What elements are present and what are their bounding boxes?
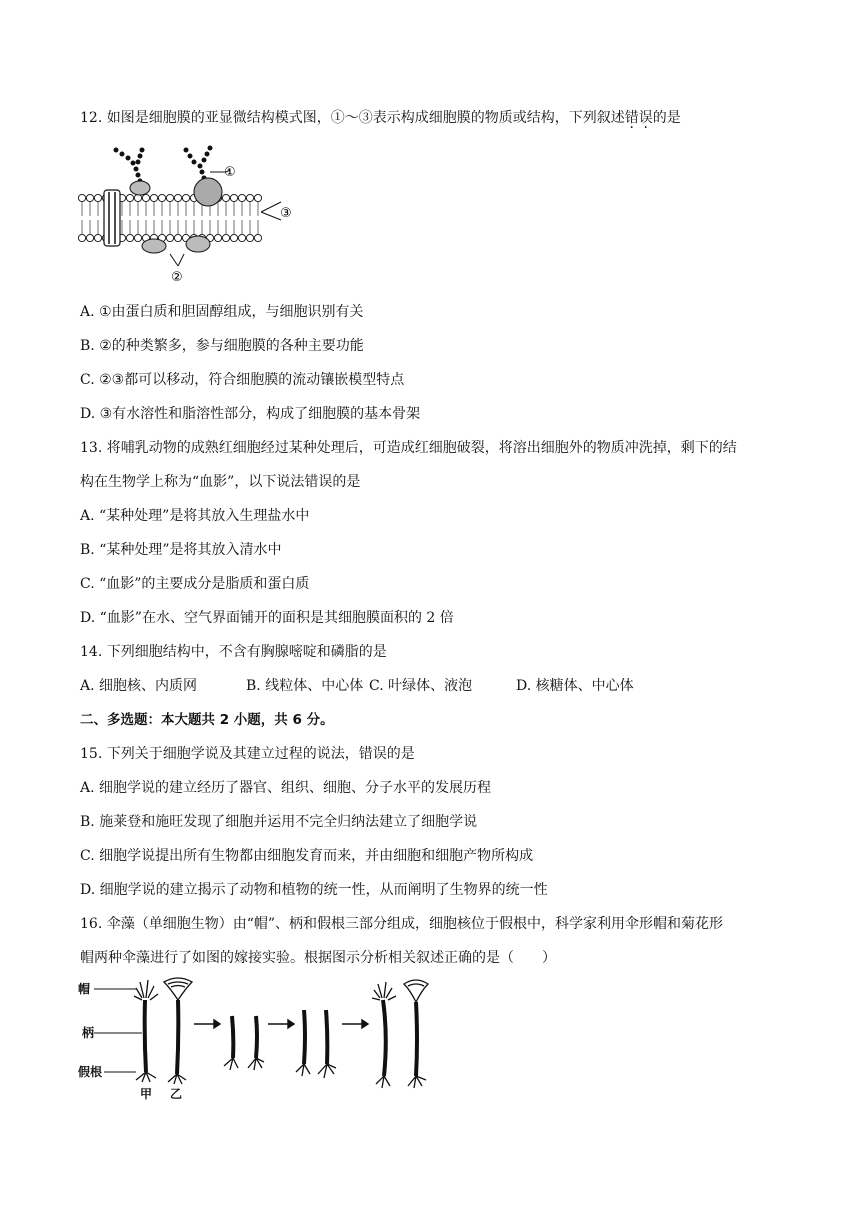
q15-option-b: B. 施莱登和施旺发现了细胞并运用不完全归纳法建立了细胞学说 [80, 814, 478, 830]
q14-options-row [80, 676, 634, 696]
label-jia: 甲 [140, 1087, 153, 1101]
q15-option-a: A. 细胞学说的建立经历了器官、组织、细胞、分子水平的发展历程 [80, 780, 492, 796]
q12-option-b: B. ②的种类繁多，参与细胞膜的各种主要功能 [80, 338, 364, 354]
q12-option-a: A. ①由蛋白质和胆固醇组成，与细胞识别有关 [80, 304, 364, 320]
q14-option-d: D. 核糖体、中心体 [516, 678, 634, 694]
cell-membrane-figure [76, 142, 298, 288]
label-3: ③ [280, 206, 292, 221]
q13-option-b: B. “某种处理”是将其放入清水中 [80, 542, 282, 558]
label-stalk: 柄 [82, 1026, 95, 1040]
label-rhizoid: 假根 [78, 1065, 103, 1079]
q15-option-c: C. 细胞学说提出所有生物都由细胞发育而来，并由细胞和细胞产物所构成 [80, 848, 534, 864]
q12-stem: 12. 如图是细胞膜的亚显微结构模式图，①～③表示构成细胞膜的物质或结构，下列叙述错误的是 [80, 110, 681, 126]
acetabularia-grafting-figure [78, 976, 438, 1104]
q13-option-c: C. “血影”的主要成分是脂质和蛋白质 [80, 576, 310, 592]
q13-option-a: A. “某种处理”是将其放入生理盐水中 [80, 508, 310, 524]
q14-option-a: A. 细胞核、内质网 [80, 678, 198, 694]
q16-stem-line1: 16. 伞藻（单细胞生物）由“帽”、柄和假根三部分组成，细胞核位于假根中，科学家利用伞形帽和菊花形 [80, 916, 724, 932]
label-cap: 帽 [78, 982, 91, 996]
q13-option-d: D. “血影”在水、空气界面铺开的面积是其细胞膜面积的 2 倍 [80, 610, 454, 626]
q12-option-c: C. ②③都可以移动，符合细胞膜的流动镶嵌模型特点 [80, 372, 405, 388]
section-title: 二、多选题：本大题共 2 小题，共 6 分。 [80, 712, 334, 728]
emphasis-char-1: 错 [624, 110, 639, 126]
label-2: ② [171, 270, 183, 285]
q15-option-d: D. 细胞学说的建立揭示了动物和植物的统一性，从而阐明了生物界的统一性 [80, 882, 548, 898]
q14-option-b: B. 线粒体、中心体 [246, 678, 364, 694]
q12-option-d: D. ③有水溶性和脂溶性部分，构成了细胞膜的基本骨架 [80, 406, 421, 422]
q13-stem-line1: 13. 将哺乳动物的成熟红细胞经过某种处理后，可造成红细胞破裂，将溶出细胞外的物质冲洗掉，剩下的结 [80, 440, 737, 456]
q13-stem-line2: 构在生物学上称为“血影”，以下说法错误的是 [80, 474, 361, 490]
label-1: ① [224, 165, 236, 180]
q14-stem: 14. 下列细胞结构中，不含有胸腺嘧啶和磷脂的是 [80, 644, 387, 660]
q16-stem-line2: 帽两种伞藻进行了如图的嫁接实验。根据图示分析相关叙述正确的是（ ） [80, 950, 556, 966]
q14-option-c: C. 叶绿体、液泡 [369, 678, 473, 694]
emphasis-char-2: 误 [638, 110, 653, 126]
label-yi: 乙 [170, 1087, 183, 1101]
q15-stem: 15. 下列关于细胞学说及其建立过程的说法，错误的是 [80, 746, 415, 762]
